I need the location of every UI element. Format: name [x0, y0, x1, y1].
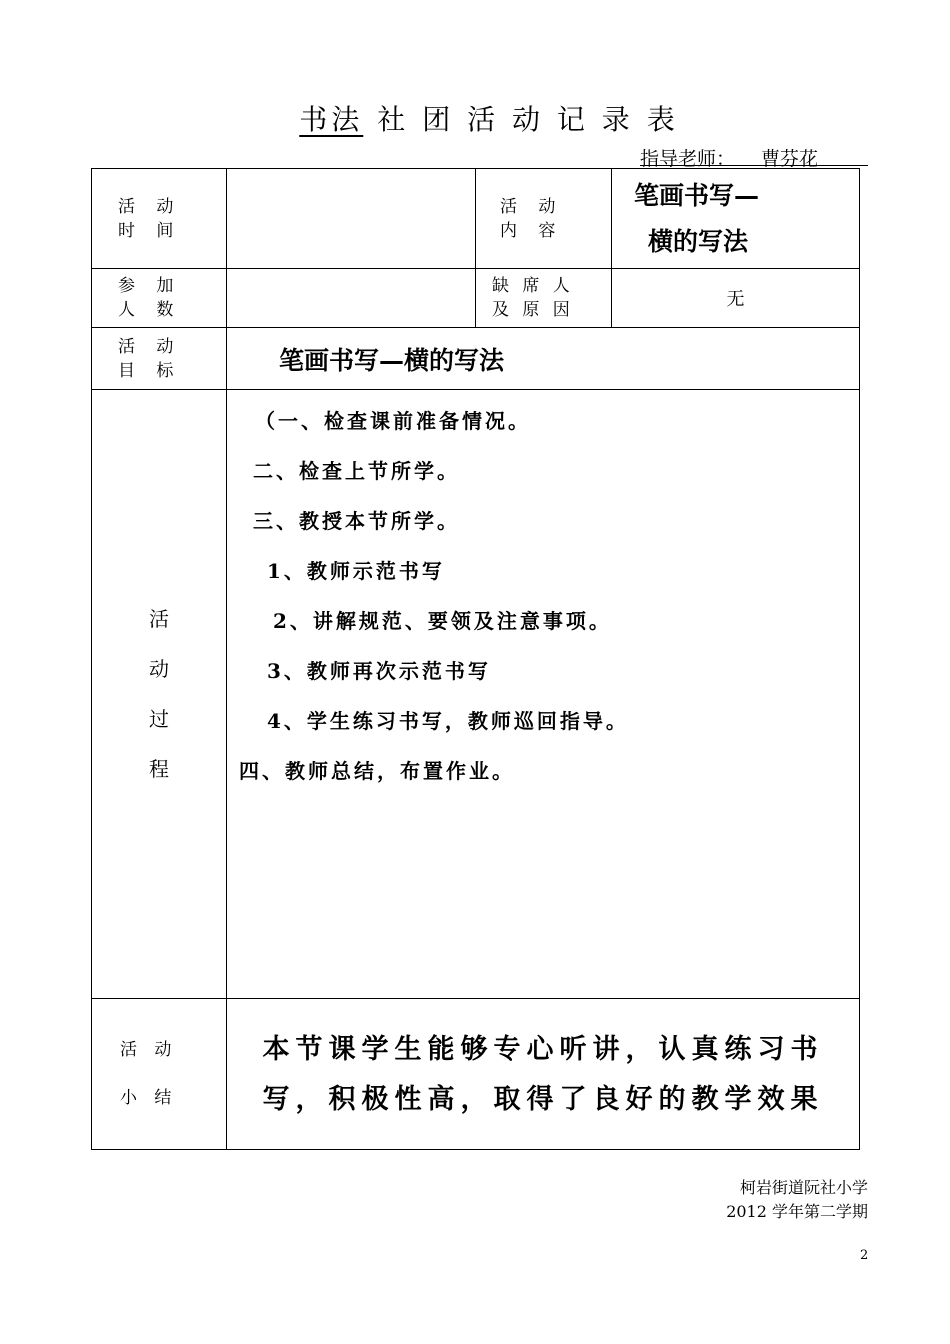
process-label-char2: 动: [149, 657, 169, 681]
summary-text: 本节课学生能够专心听讲，认真练习书写，积极性高，取得了良好的教学效果: [227, 999, 860, 1150]
goal-label: [92, 328, 227, 390]
process-step: 1、教师示范书写: [267, 559, 445, 583]
content-line2: 横的写法: [648, 227, 749, 256]
page-title: [0, 98, 950, 138]
process-step: 4、学生练习书写，教师巡回指导。: [267, 709, 629, 733]
activity-record-table: [91, 168, 860, 1150]
footer-school-info: [726, 1176, 868, 1224]
term: 2012 学年第二学期: [726, 1202, 868, 1221]
content-value: [612, 169, 860, 269]
title-text: 社 团 活 动 记 录 表: [377, 103, 679, 136]
process-step: 二、检查上节所学。: [253, 459, 460, 483]
process-step: （一、检查课前准备情况。: [255, 409, 531, 433]
absent-value: 无: [612, 269, 860, 328]
page-number: 2: [860, 1248, 869, 1263]
absent-label-line2: 及 原 因: [492, 300, 574, 320]
teacher-line: [640, 144, 844, 171]
participants-label-line1: 参 加: [118, 276, 182, 296]
process-step: 三、教授本节所学。: [253, 509, 460, 533]
summary-label: [92, 999, 227, 1150]
content-label-line2: 内 容: [500, 220, 564, 241]
content-line1: 笔画书写—: [634, 181, 760, 210]
time-value: [227, 169, 476, 269]
summary-label-line2: 小 结: [120, 1088, 178, 1108]
teacher-label: 指导老师：: [640, 148, 736, 170]
content-label-line1: 活 动: [500, 196, 564, 217]
row-participants: [92, 269, 860, 328]
absent-label: [476, 269, 612, 328]
process-label: [92, 390, 227, 999]
goal-label-line1: 活 动: [118, 336, 182, 357]
process-label-char3: 过: [149, 707, 169, 731]
time-label-line2: 时 间: [118, 220, 182, 241]
goal-label-line2: 目 标: [118, 360, 182, 381]
club-name: 书法: [299, 103, 364, 136]
process-label-char4: 程: [149, 757, 169, 781]
teacher-name: 曹芬花: [761, 148, 819, 170]
row-process: [92, 390, 860, 999]
row-goal: [92, 328, 860, 390]
time-label: [92, 169, 227, 269]
school-name: 柯岩街道阮社小学: [739, 1178, 868, 1197]
process-step: 四、教师总结，布置作业。: [239, 759, 515, 783]
participants-value: [227, 269, 476, 328]
process-steps: [227, 390, 860, 999]
absent-label-line1: 缺 席 人: [492, 276, 574, 296]
content-label: [476, 169, 612, 269]
teacher-underline: [640, 165, 868, 166]
process-step: 2、讲解规范、要领及注意事项。: [273, 609, 612, 633]
participants-label: [92, 269, 227, 328]
summary-label-line1: 活 动: [120, 1040, 178, 1060]
goal-value: 笔画书写—横的写法: [227, 328, 860, 390]
process-step: 3、教师再次示范书写: [267, 659, 491, 683]
row-time-content: [92, 169, 860, 269]
process-label-char1: 活: [149, 607, 169, 631]
time-label-line1: 活 动: [118, 196, 182, 217]
row-summary: [92, 999, 860, 1150]
participants-label-line2: 人 数: [118, 300, 182, 320]
